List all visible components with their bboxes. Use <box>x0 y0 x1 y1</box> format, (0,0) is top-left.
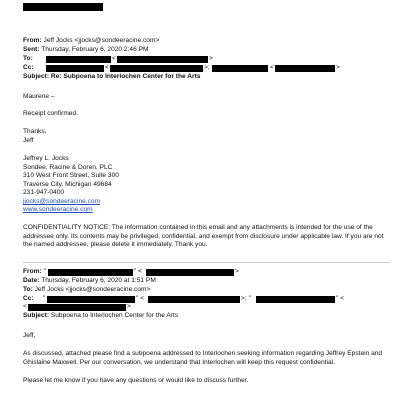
email2-to-label: To: <box>23 286 33 293</box>
email2-cc-quote-bracket-1: " < <box>136 295 145 302</box>
email1-cc-bracket-open-2: < <box>270 64 274 71</box>
email2-subject-line <box>23 312 178 321</box>
email2-cc-quote-bracket-2: " < <box>336 295 345 302</box>
email1-to-redaction-2 <box>117 56 208 63</box>
email1-from-label: From: <box>23 37 42 44</box>
email2-cc-label: Cc: <box>23 295 34 302</box>
signature-email-link[interactable]: jjocks@sondeeracine.com <box>23 198 101 205</box>
email1-sent-line <box>23 46 148 55</box>
email1-subject-line <box>23 73 200 82</box>
email2-date-label: Date: <box>23 277 40 284</box>
email1-subject-label: Subject: <box>23 73 50 80</box>
email1-to-label: To: <box>23 55 33 62</box>
email1-cc-redaction-1 <box>46 65 104 72</box>
header-redaction <box>23 3 103 11</box>
email1-sent-label: Sent: <box>23 46 40 53</box>
email2-cc-redaction-3 <box>256 296 335 303</box>
email2-cc-redaction-4 <box>28 304 126 311</box>
email2-paragraph-1: As discussed, attached please find a subpoena addressed to Interlochen seeking information regarding Jeffrey Epstein and Ghislaine Maxwell. Per our conversation, we understand that Interlochen will keep this request confidential. <box>23 350 383 366</box>
email1-closing: Thanks, <box>23 128 47 135</box>
email1-to-bracket-open: < <box>112 55 116 62</box>
email1-sent-value: Thursday, February 6, 2020 2:46 PM <box>41 46 149 53</box>
email2-subject-label: Subject: <box>23 312 50 319</box>
email-divider <box>23 262 390 263</box>
email1-from-value: Jeff Jocks <jjocks@sondeeracine.com> <box>43 37 160 44</box>
email2-cc-line-2-open: < <box>23 303 27 310</box>
email2-from-line <box>23 268 42 277</box>
email2-from-redaction-1 <box>48 269 133 276</box>
email1-from-line <box>23 37 159 46</box>
email1-cc-redaction-4 <box>275 65 335 72</box>
email1-to-bracket-close: > <box>209 55 213 62</box>
email1-subject-value: Re: Subpoena to Interlochen Center for the Arts <box>50 73 201 80</box>
email2-from-label: From: <box>23 268 42 275</box>
email2-from-quote-bracket: " < <box>134 268 143 275</box>
email2-greeting: Jeff, <box>23 332 36 339</box>
signature-address-line-1: 310 West Front Street, Suite 300 <box>23 172 119 179</box>
signature-website-link[interactable]: www.sondeeracine.com <box>23 206 93 213</box>
email1-cc-redaction-3 <box>212 65 268 72</box>
email2-from-bracket-close: > <box>235 268 239 275</box>
email1-cc-bracket-close: > <box>336 64 340 71</box>
email2-from-redaction-2 <box>146 269 234 276</box>
signature-name: Jeffrey L. Jocks <box>23 155 69 162</box>
email2-cc-redaction-2 <box>148 296 240 303</box>
email2-date-value: Thursday, February 6, 2020 at 1:51 PM <box>41 277 156 284</box>
email1-body: Receipt confirmed. <box>23 110 78 117</box>
email1-to-line <box>23 55 33 64</box>
signature-address-line-2: Traverse City, Michigan 49684 <box>23 181 112 188</box>
email2-subject-value: Subpoena to Interlochen Center for the Arts <box>50 312 179 319</box>
email2-cc-redaction-1 <box>47 296 135 303</box>
email2-to-line <box>23 286 150 295</box>
email2-from-quote-open: " <box>44 268 47 275</box>
email1-to-redaction-1 <box>46 56 111 63</box>
email1-cc-label: Cc: <box>23 64 34 71</box>
email2-date-line <box>23 277 156 286</box>
email1-closing-name: Jeff <box>23 137 34 144</box>
email2-cc-quote-open: " <box>43 295 46 302</box>
email1-cc-bracket-open-1: < <box>105 64 109 71</box>
email2-cc-semicolon-quote: >; " <box>241 295 251 302</box>
email1-cc-line <box>23 64 34 73</box>
email2-paragraph-2: Please let me know if you have any questions or would like to discuss further. <box>23 377 249 384</box>
signature-phone: 231-947-0400 <box>23 189 65 196</box>
email2-cc-line-2-close: > <box>127 303 131 310</box>
email1-cc-redaction-2 <box>110 65 203 72</box>
confidentiality-notice: CONFIDENTIALITY NOTICE: The information contained in this email and any attachments is intended for the use of the addressee only. Its contents may be privileged, confidential, and exempt from disclosure under applicable law. If you are not the named addressee, please delete it immediately. Thank you. <box>23 224 384 249</box>
email2-to-value: Jeff Jocks <jjocks@sondeeracine.com> <box>34 286 151 293</box>
email1-cc-semicolon-1: >; <box>204 64 210 71</box>
email1-greeting: Maurene – <box>23 93 55 100</box>
signature-firm: Sondee, Racine & Doren, PLC <box>23 164 113 171</box>
